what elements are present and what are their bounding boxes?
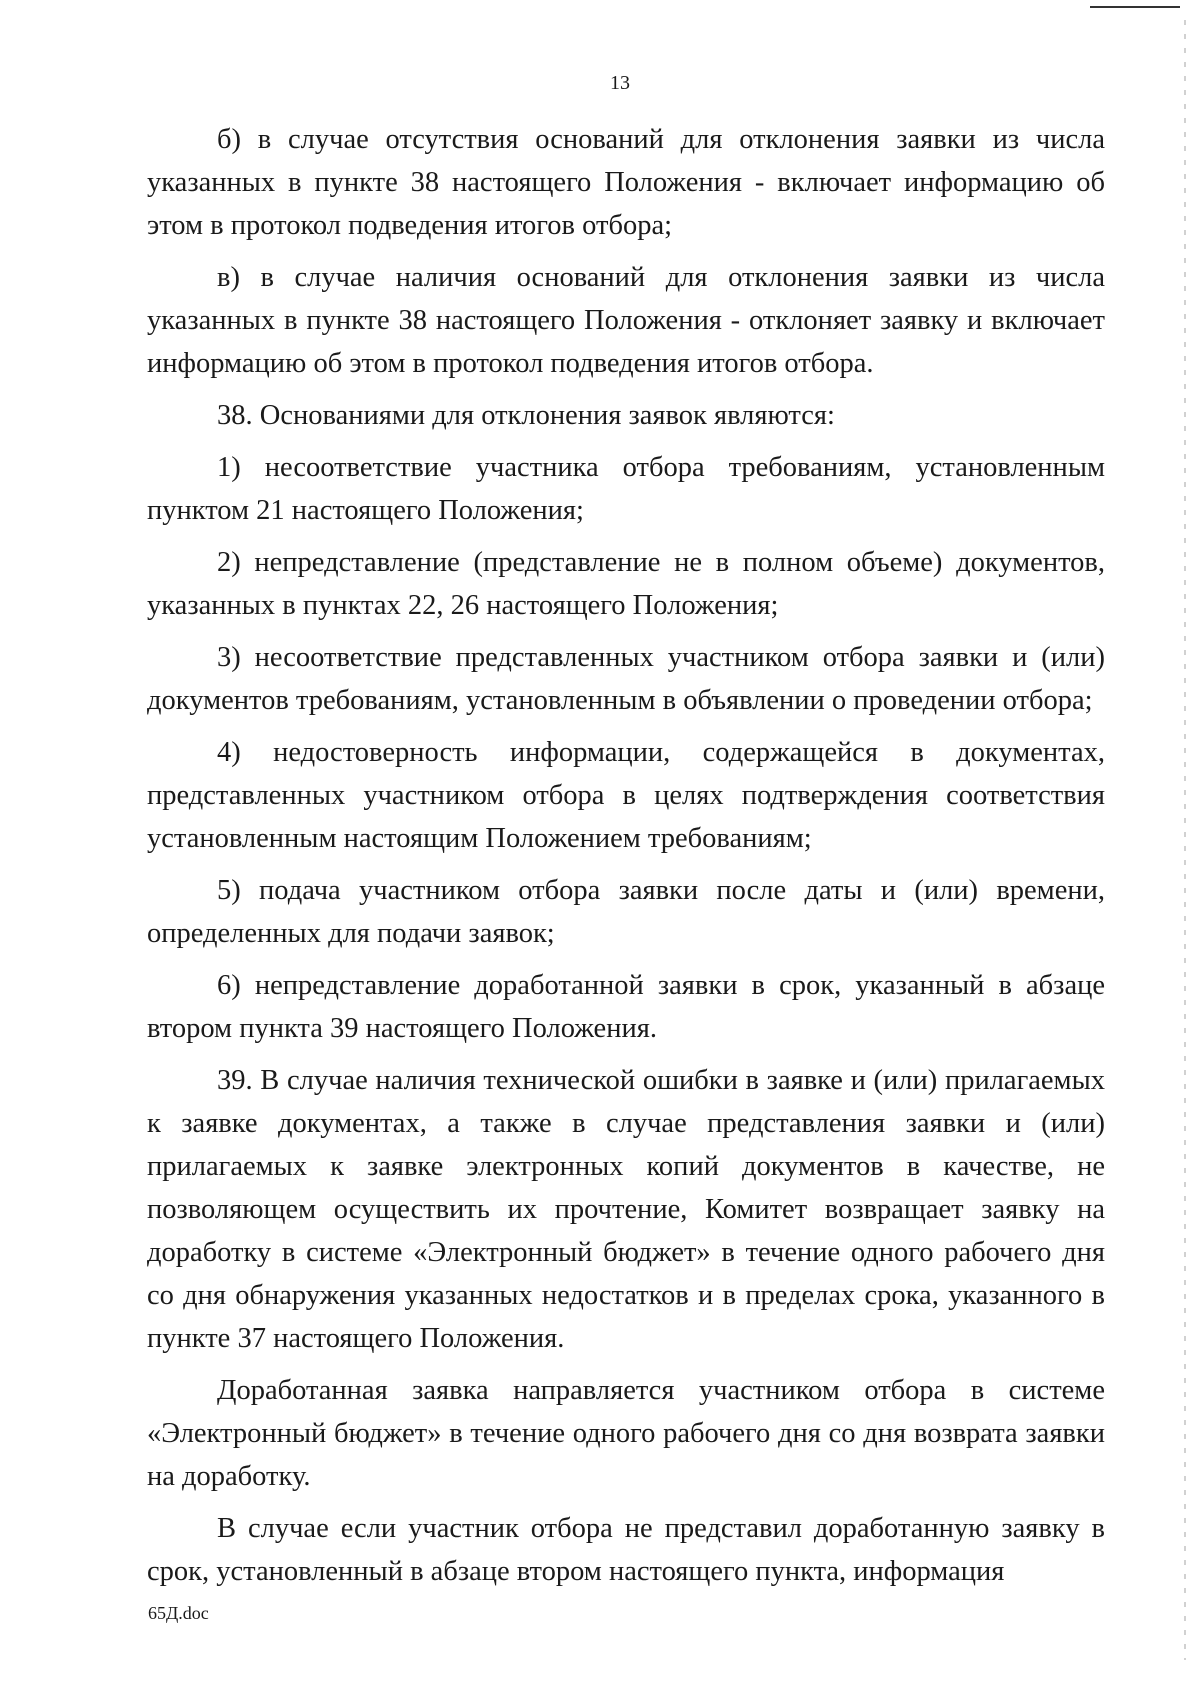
list-item-2: 2) непредставление (представление не в полном объеме) документов, указанных в пунктах 22, 26 настоящего Положения; bbox=[147, 547, 1105, 621]
scan-edge bbox=[1184, 20, 1186, 1660]
list-item-5: 5) подача участником отбора заявки после даты и (или) времени, определенных для подачи заявок; bbox=[147, 875, 1105, 949]
paragraph-39: 39. В случае наличия технической ошибки в заявке и (или) прилагаемых к заявке документах, а также в случае представления заявки и (или) прилагаемых к заявке электронных копий документов в качестве, не позволяющем осуществить их прочтение, Комитет возвращает заявку на доработку в системе «Электронный бюджет» в течение одного рабочего дня со дня обнаружения указанных недостатков и в пределах срока, указанного в пункте 37 настоящего Положения. bbox=[147, 1065, 1105, 1354]
list-item-4: 4) недостоверность информации, содержащейся в документах, представленных участником отбора в целях подтверждения соответствия установленным настоящим Положением требованиям; bbox=[147, 737, 1105, 854]
top-rule bbox=[1090, 6, 1180, 8]
paragraph-b: б) в случае отсутствия оснований для отклонения заявки из числа указанных в пункте 38 настоящего Положения - включает информацию об этом в протокол подведения итогов отбора; bbox=[147, 124, 1105, 241]
document-body bbox=[147, 118, 1105, 1593]
paragraph-v: в) в случае наличия оснований для отклонения заявки из числа указанных в пункте 38 настоящего Положения - отклоняет заявку и включает информацию об этом в протокол подведения итогов отбора. bbox=[147, 262, 1105, 379]
list-item-3: 3) несоответствие представленных участником отбора заявки и (или) документов требованиям, установленным в объявлении о проведении отбора; bbox=[147, 642, 1105, 716]
list-item-6: 6) непредставление доработанной заявки в срок, указанный в абзаце втором пункта 39 настоящего Положения. bbox=[147, 970, 1105, 1044]
list-item-1: 1) несоответствие участника отбора требованиям, установленным пунктом 21 настоящего Положения; bbox=[147, 452, 1105, 526]
paragraph-38: 38. Основаниями для отклонения заявок являются: bbox=[217, 400, 835, 431]
paragraph-not-submitted: В случае если участник отбора не представил доработанную заявку в срок, установленный в абзаце втором настоящего пункта, информация bbox=[147, 1513, 1105, 1587]
paragraph-revised-application: Доработанная заявка направляется участником отбора в системе «Электронный бюджет» в течение одного рабочего дня со дня возврата заявки на доработку. bbox=[147, 1375, 1105, 1492]
footer-filename: 65Д.doc bbox=[148, 1603, 209, 1623]
page-number: 13 bbox=[610, 72, 630, 94]
